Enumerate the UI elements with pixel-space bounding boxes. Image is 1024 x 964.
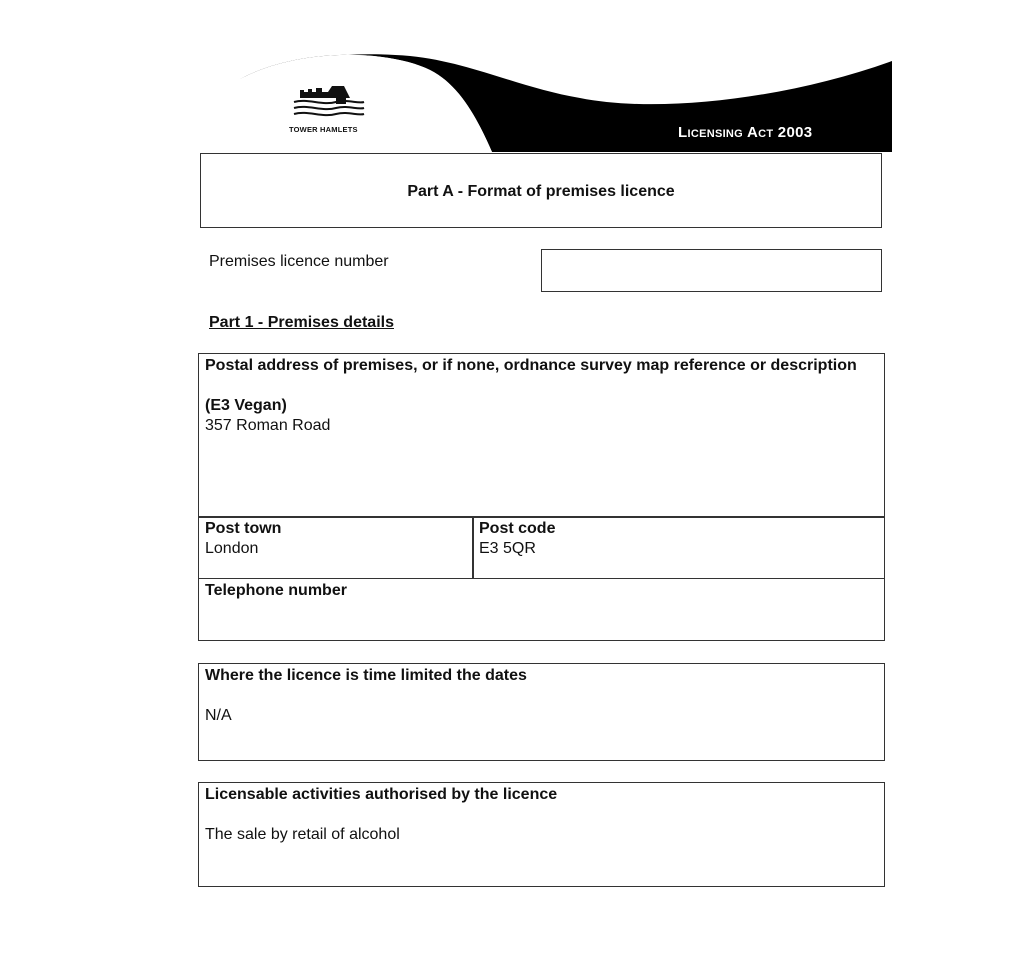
part1-heading: Part 1 - Premises details — [209, 314, 394, 331]
time-limited-cell — [198, 663, 885, 761]
telephone-label: Telephone number — [205, 582, 347, 599]
activities-label: Licensable activities authorised by the licence — [205, 786, 558, 803]
address-cell — [198, 353, 885, 518]
form-title: Part A - Format of premises licence — [407, 183, 675, 200]
licence-number-field — [541, 249, 882, 292]
activities-value: The sale by retail of alcohol — [205, 826, 400, 843]
post-town-cell — [198, 516, 474, 579]
post-code-cell — [472, 516, 885, 579]
tower-hamlets-logo-icon — [292, 82, 368, 124]
premises-name: (E3 Vegan) — [205, 397, 287, 414]
post-code-label: Post code — [479, 520, 556, 537]
premises-street: 357 Roman Road — [205, 417, 331, 434]
post-code-value: E3 5QR — [479, 540, 536, 557]
telephone-cell — [198, 578, 885, 641]
act-title: Licensing Act 2003 — [678, 124, 813, 141]
time-limited-value: N/A — [205, 707, 232, 724]
licence-number-label: Premises licence number — [209, 253, 389, 270]
logo-caption: TOWER HAMLETS — [289, 125, 358, 134]
address-label: Postal address of premises, or if none, ordnance survey map reference or description — [205, 357, 857, 374]
time-limited-label: Where the licence is time limited the dates — [205, 667, 527, 684]
post-town-label: Post town — [205, 520, 282, 537]
activities-cell — [198, 782, 885, 887]
form-title-box — [200, 153, 882, 228]
post-town-value: London — [205, 540, 259, 557]
